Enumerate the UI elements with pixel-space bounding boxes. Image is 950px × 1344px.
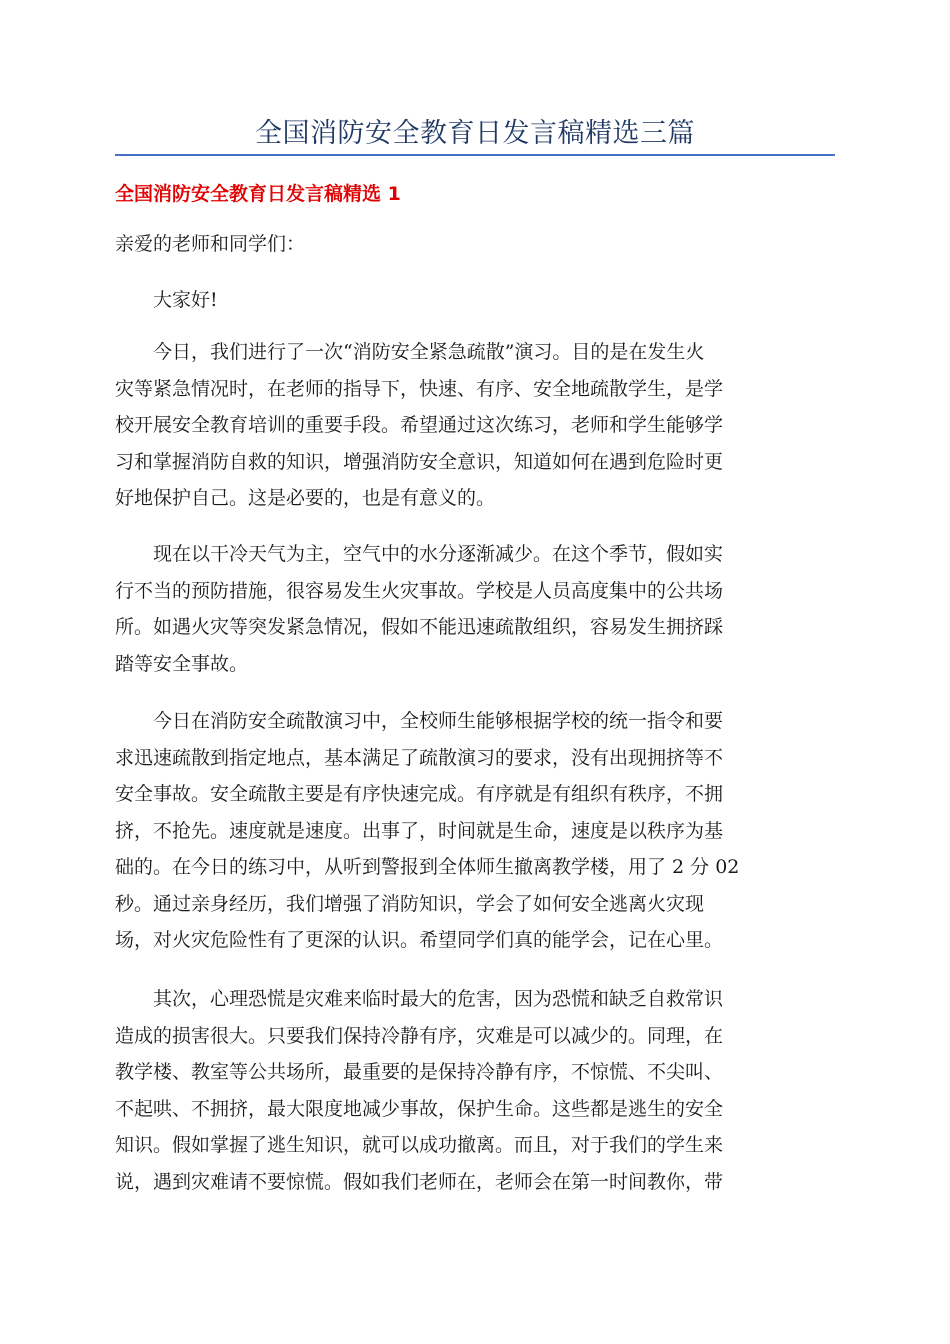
title-underline-rule: [115, 154, 835, 156]
paragraph-line: 习和掌握消防自救的知识，增强消防安全意识，知道如何在遇到危险时更: [115, 450, 724, 473]
paragraph-line: 好地保护自己。这是必要的，也是有意义的。: [115, 487, 496, 509]
salutation: [115, 226, 835, 263]
greeting: [115, 282, 835, 319]
paragraph-line: 求迅速疏散到指定地点，基本满足了疏散演习的要求，没有出现拥挤等不: [115, 746, 724, 769]
paragraph-line: 所。如遇火灾等突发紧急情况，假如不能迅速疏散组织，容易发生拥挤踩: [115, 616, 724, 638]
paragraph-4: [115, 981, 835, 1200]
greeting-line: [115, 282, 835, 319]
paragraph-line: 校开展安全教育培训的重要手段。希望通过这次练习，老师和学生能够学: [115, 414, 724, 436]
salutation-line: 亲爱的老师和同学们：: [115, 233, 306, 255]
paragraph-line: 行不当的预防措施，很容易发生火灾事故。学校是人员高度集中的公共场: [115, 579, 724, 602]
paragraph-line: 其次，心理恐慌是灾难来临时最大的危害，因为恐慌和缺乏自救常识: [115, 988, 724, 1010]
paragraph-line: 知识。假如掌握了逃生知识，就可以成功撤离。而且，对于我们的学生来: [115, 1134, 724, 1156]
paragraph-line: 挤，不抢先。速度就是速度。出事了，时间就是生命，速度是以秩序为基: [115, 819, 724, 842]
paragraph-line: 今日，我们进行了一次“消防安全紧急疏散”演习。目的是在发生火: [115, 341, 705, 363]
paragraph-line: 教学楼、教室等公共场所，最重要的是保持冷静有序，不惊慌、不尖叫、: [115, 1061, 724, 1083]
paragraph-line: 灾等紧急情况时，在老师的指导下，快速、有序、安全地疏散学生，是学: [115, 377, 724, 400]
document-title: 全国消防安全教育日发言稿精选三篇: [255, 118, 695, 149]
paragraph-line: 今日在消防安全疏散演习中，全校师生能够根据学校的统一指令和要: [115, 710, 724, 732]
greeting-text: 大家好!: [153, 289, 218, 311]
paragraph-line: 现在以干冷天气为主，空气中的水分逐渐减少。在这个季节，假如实: [115, 543, 724, 565]
paragraph-line: 秒。通过亲身经历，我们增强了消防知识，学会了如何安全逃离火灾现: [115, 892, 705, 915]
paragraph-2: [115, 536, 835, 682]
paragraph-line: 场，对火灾危险性有了更深的认识。希望同学们真的能学会，记在心里。: [115, 929, 724, 951]
paragraph-line: 安全事故。安全疏散主要是有序快速完成。有序就是有组织有秩序，不拥: [115, 783, 724, 805]
paragraph-line: 础的。在今日的练习中，从听到警报到全体师生撤离教学楼，用了 2 分 02: [115, 856, 740, 878]
paragraph-1: [115, 334, 835, 517]
paragraph-line: 造成的损害很大。只要我们保持冷静有序，灾难是可以减少的。同理，在: [115, 1024, 724, 1047]
section-heading: 全国消防安全教育日发言稿精选 1: [115, 183, 401, 205]
paragraph-line: 踏等安全事故。: [115, 652, 249, 675]
paragraph-line: 说，遇到灾难请不要惊慌。假如我们老师在，老师会在第一时间教你，带: [115, 1170, 724, 1193]
paragraph-line: 不起哄、不拥挤，最大限度地减少事故，保护生命。这些都是逃生的安全: [115, 1097, 724, 1120]
paragraph-3: [115, 703, 835, 959]
